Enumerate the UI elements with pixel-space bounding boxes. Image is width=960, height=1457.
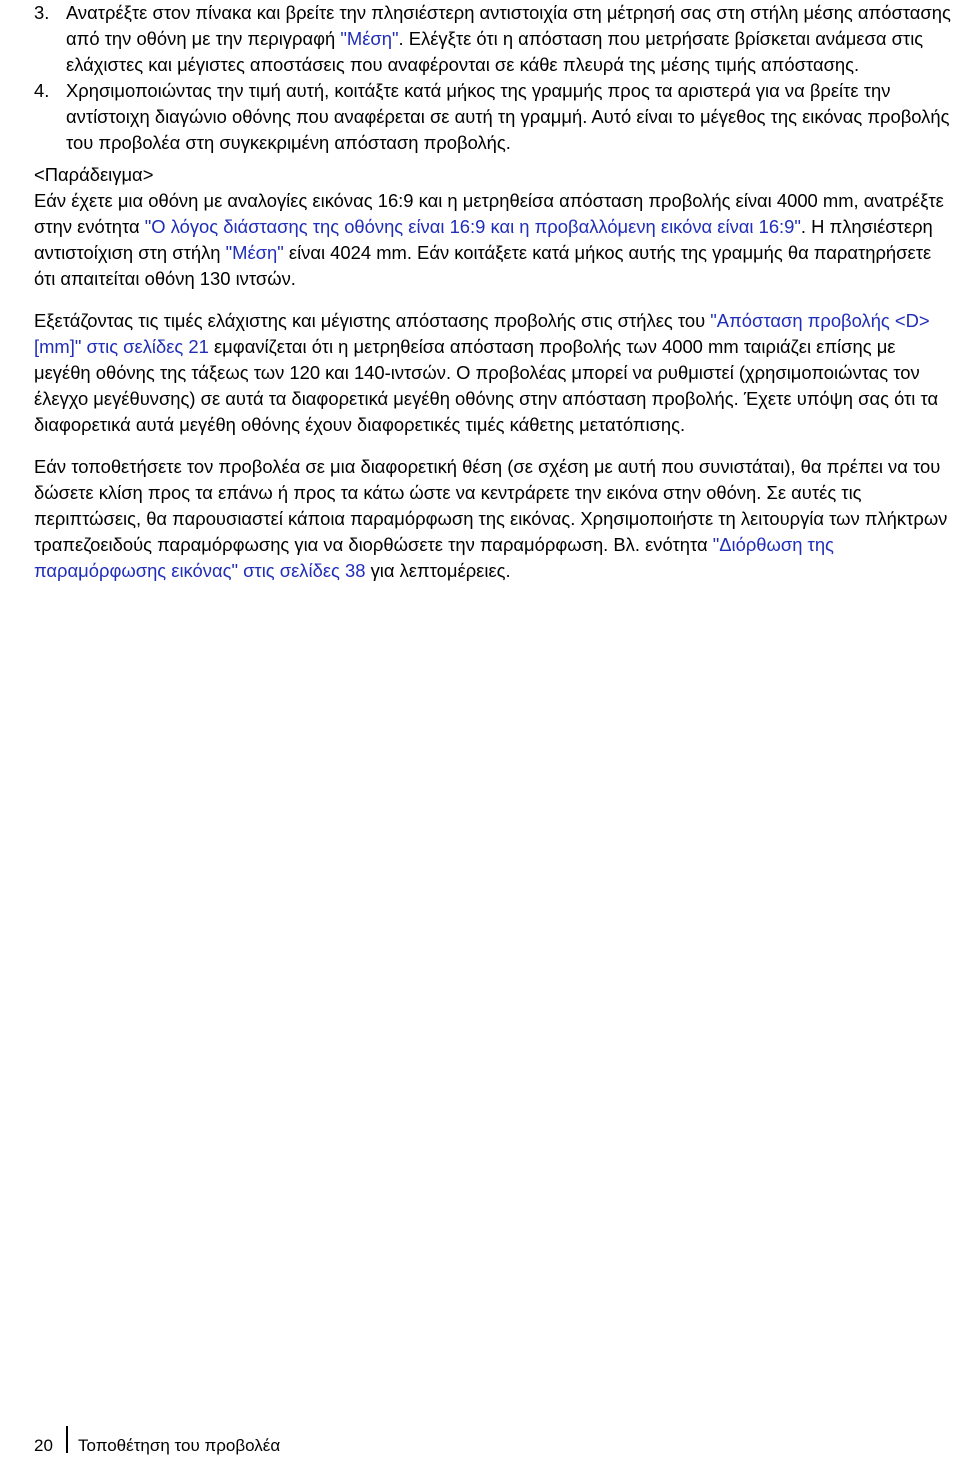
text-run: Εάν τοποθετήσετε τον προβολέα σε μια διαφορετική θέση (σε σχέση με αυτή που συνιστάται), θα πρέπει να του δώσετε κλίση προς τα επάνω ή προς τα κάτω ώστε να κεντράρετε την εικόνα στην οθόνη. Σε αυτές τις περιπτώσεις, θα παρουσιαστεί κάποια παραμόρφωση της εικόνας. Χρησιμοποιήστε τη λειτουργία των πλήκτρων τραπεζοειδούς παραμόρφωσης για να διορθώσετε την παραμόρφωση. Βλ. ενότητα xyxy=(34,456,948,555)
cross-reference-link[interactable]: "Ο λόγος διάστασης της οθόνης είναι 16:9 και η προβαλλόμενη εικόνα είναι 16:9" xyxy=(144,216,801,237)
cross-reference-link[interactable]: "Μέση" xyxy=(225,242,284,263)
page-footer xyxy=(34,1431,934,1453)
page-content xyxy=(34,0,956,584)
example-heading: <Παράδειγμα> xyxy=(34,164,154,185)
list-number: 3. xyxy=(34,2,50,23)
footer-divider xyxy=(66,1426,68,1453)
text-run: είναι 4024 mm. Εάν κοιτάξετε κατά μήκος αυτής της γραμμής θα παρατηρήσετε ότι απαιτείται οθόνη 130 ιντσών. xyxy=(34,242,932,289)
text-run: Χρησιμοποιώντας την τιμή αυτή, κοιτάξτε κατά μήκος της γραμμής προς τα αριστερά για να βρείτε την αντίστοιχη διαγώνιο οθόνης που αναφέρεται σε αυτή τη γραμμή. Αυτό είναι το μέγεθος της εικόνας προβολής του προβολέα στη συγκεκριμένη απόσταση προβολής. xyxy=(66,80,950,153)
text-run: για λεπτομέρειες. xyxy=(365,560,511,581)
text-run: Ανατρέξτε στον πίνακα και βρείτε την πλησιέστερη αντιστοιχία στη μέτρησή σας στη στήλη μέσης απόστασης από την οθόνη με την περιγραφή xyxy=(66,2,951,49)
text-run: εμφανίζεται ότι η μετρηθείσα απόσταση προβολής των 4000 mm ταιριάζει επίσης με μεγέθη οθόνης της τάξεως των 120 και 140-ιντσών. Ο προβολέας μπορεί να ρυθμιστεί (χρησιμοποιώντας τον έλεγχο μεγέθυνσης) σε αυτά τα διαφορετικά μεγέθη οθόνης στην απόσταση προβολής. Έχετε υπόψη σας ότι τα διαφορετικά αυτά μεγέθη οθόνης έχουν διαφορετικές τιμές κάθετης μετατόπισης. xyxy=(34,336,939,435)
cross-reference-link[interactable]: "Μέση" xyxy=(340,28,399,49)
list-item-text xyxy=(66,78,956,156)
list-item-4 xyxy=(34,78,956,156)
example-paragraph xyxy=(34,188,956,292)
body-paragraph-keystone xyxy=(34,454,956,584)
list-item-3 xyxy=(34,0,956,78)
body-paragraph-distance xyxy=(34,308,956,438)
list-number: 4. xyxy=(34,80,50,101)
cross-reference-link[interactable]: "Διόρθωση της παραμόρφωσης εικόνας" στις σελίδες 38 xyxy=(34,534,834,581)
text-run: . Η πλησιέστερη αντιστοίχιση στη στήλη xyxy=(34,216,933,263)
cross-reference-link[interactable]: "Απόσταση προβολής <D> [mm]" στις σελίδες 21 xyxy=(34,310,930,357)
list-item-text xyxy=(66,0,956,78)
text-run: . Ελέγξτε ότι η απόσταση που μετρήσατε βρίσκεται ανάμεσα στις ελάχιστες και μέγιστες αποστάσεις που αναφέρονται σε κάθε πλευρά της μέσης τιμής απόστασης. xyxy=(66,28,924,75)
page-number: 20 xyxy=(34,1436,53,1455)
text-run: Εάν έχετε μια οθόνη με αναλογίες εικόνας 16:9 και η μετρηθείσα απόσταση προβολής είναι 4000 mm, ανατρέξτε στην ενότητα xyxy=(34,190,944,237)
text-run: Εξετάζοντας τις τιμές ελάχιστης και μέγιστης απόστασης προβολής στις στήλες του xyxy=(34,310,711,331)
footer-section-title: Τοποθέτηση του προβολέα xyxy=(78,1436,281,1455)
